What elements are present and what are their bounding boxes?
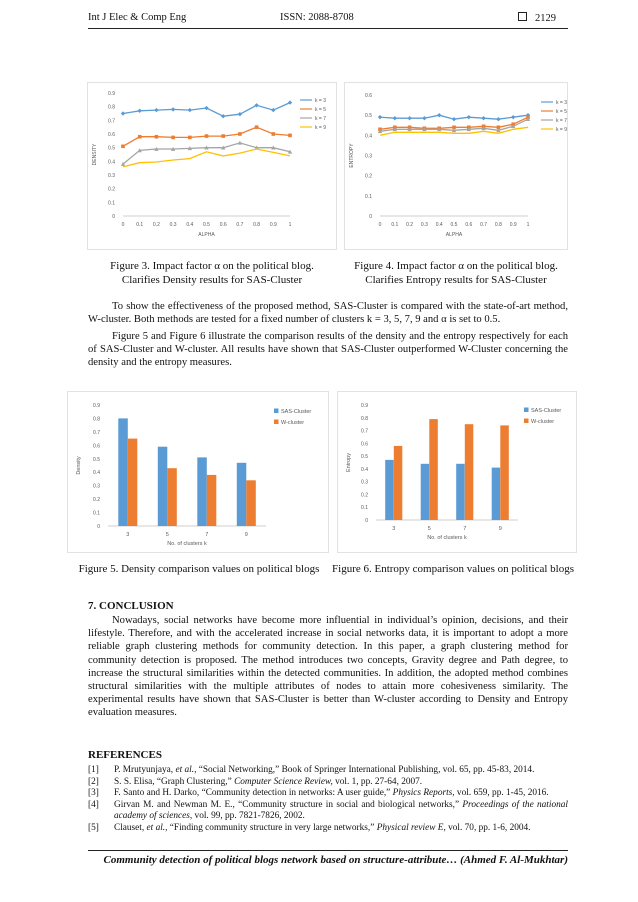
reference-item xyxy=(88,765,568,777)
bar-sas-cluster xyxy=(158,447,168,526)
data-point xyxy=(138,109,142,113)
entropy-line-chart xyxy=(345,83,567,249)
y-tick-label: 0.3 xyxy=(365,153,372,160)
bar-sas-cluster xyxy=(237,463,247,526)
data-point xyxy=(121,111,125,115)
y-axis-title: Entropy xyxy=(346,453,352,472)
x-tick-label: 7 xyxy=(463,526,467,532)
x-tick-label: 0.6 xyxy=(219,222,227,228)
data-point xyxy=(272,132,276,136)
figure-6-chart xyxy=(338,392,576,552)
x-tick-label: 3 xyxy=(392,526,396,532)
y-tick-label: 0.4 xyxy=(93,470,100,477)
legend-label: W-cluster xyxy=(281,420,305,426)
y-tick-label: 0.3 xyxy=(93,483,100,490)
reference-number: [2] xyxy=(88,776,99,787)
bar-sas-cluster xyxy=(118,418,128,526)
data-point xyxy=(378,115,382,119)
data-point xyxy=(288,100,292,104)
reference-text: Clauset, et al., “Finding community structure in very large networks,” Physical review E, vol. 70, pp. 1-6, 2004. xyxy=(114,822,531,833)
legend-label: SAS-Cluster xyxy=(531,408,562,414)
legend-label: k = 5 xyxy=(315,107,326,113)
y-axis-title: DENSITY xyxy=(92,143,98,166)
x-tick-label: 0.8 xyxy=(494,222,502,228)
data-point xyxy=(511,115,515,119)
paragraph-comparison: To show the effectiveness of the proposed method, SAS-Cluster is compared with the state-of-art method, W-cluster. Both methods are tested for a fixed number of clusters k = 3, 5, 7, 9 and α is set to 0.5. xyxy=(88,301,568,326)
series-line-k9 xyxy=(123,149,290,167)
x-tick-label: 1 xyxy=(288,222,292,228)
x-tick-label: 3 xyxy=(126,532,130,538)
y-tick-label: 0.8 xyxy=(361,415,368,422)
y-tick-label: 0.8 xyxy=(93,416,100,423)
references-heading: REFERENCES xyxy=(88,749,162,761)
data-point xyxy=(437,113,441,117)
y-tick-label: 0.9 xyxy=(108,91,115,97)
entropy-bar-chart xyxy=(338,392,576,552)
running-footer: Community detection of political blogs network based on structure-attribute… (Ahmed F. Al-Mukhtar) xyxy=(103,854,568,866)
reference-item xyxy=(88,777,568,789)
bar-sas-cluster xyxy=(197,457,207,526)
legend-swatch xyxy=(524,419,529,424)
y-tick-label: 0.8 xyxy=(108,104,115,111)
x-tick-label: 0.5 xyxy=(450,222,458,228)
y-tick-label: 0.2 xyxy=(361,492,368,499)
y-tick-label: 0 xyxy=(112,214,115,220)
paragraph-results: Figure 5 and Figure 6 illustrate the comparison results of the density and the entropy respectively for each of SAS-Cluster and W-cluster. All results have shown that SAS-Cluster outperformed W-Cluster concerning the density and the entropy measures. xyxy=(88,331,568,369)
figure-4-caption-line1: Figure 4. Impact factor α on the political blog. xyxy=(354,260,558,272)
page-number: 2129 xyxy=(535,13,556,24)
y-tick-label: 0.2 xyxy=(365,173,372,180)
figure-3-caption-line1: Figure 3. Impact factor α on the political blog. xyxy=(110,260,314,272)
y-tick-label: 0.5 xyxy=(93,456,100,463)
x-tick-label: 0 xyxy=(378,222,382,228)
page-number-group xyxy=(518,12,556,24)
bar-sas-cluster xyxy=(456,464,465,520)
y-axis-title: Density xyxy=(76,456,82,475)
legend-label: k = 5 xyxy=(556,109,567,115)
data-point xyxy=(154,108,158,112)
y-tick-label: 0.4 xyxy=(108,159,115,166)
bar-w-cluster xyxy=(465,424,474,520)
reference-item xyxy=(88,788,568,800)
y-tick-label: 0.2 xyxy=(93,497,100,504)
reference-number: [3] xyxy=(88,788,99,799)
x-tick-label: 0.7 xyxy=(480,222,488,228)
data-point xyxy=(271,108,275,112)
y-tick-label: 0.1 xyxy=(361,505,368,512)
reference-number: [1] xyxy=(88,765,99,775)
y-tick-label: 0.7 xyxy=(108,118,115,125)
legend-swatch xyxy=(274,409,279,414)
x-tick-label: 0.3 xyxy=(169,222,177,228)
data-point xyxy=(138,135,142,139)
reference-number: [4] xyxy=(88,799,99,810)
bar-w-cluster xyxy=(394,446,403,520)
x-tick-label: 5 xyxy=(165,532,169,538)
conclusion-heading: 7. CONCLUSION xyxy=(88,600,174,612)
reference-item xyxy=(88,823,568,835)
legend-swatch xyxy=(524,408,529,413)
reference-item xyxy=(88,800,568,823)
y-tick-label: 0.2 xyxy=(108,186,115,193)
figure-3-caption-line2: Clarifies Density results for SAS-Cluster xyxy=(121,274,303,286)
x-tick-label: 0.4 xyxy=(186,222,194,228)
reference-text: Girvan M. and Newman M. E., “Community structure in social and biological networks,” Proceedings of the national academy of sciences, vol. 99, pp. 7821-7826, 2002. xyxy=(114,799,568,822)
x-tick-label: 5 xyxy=(427,526,431,532)
bar-w-cluster xyxy=(429,419,438,520)
legend-label: k = 7 xyxy=(315,116,326,122)
x-axis-title: No. of clusters k xyxy=(167,541,207,547)
x-axis-title: ALPHA xyxy=(445,232,463,238)
x-tick-label: 0.1 xyxy=(391,222,399,228)
figure-4-chart xyxy=(345,83,567,249)
reference-list xyxy=(88,765,568,835)
density-line-chart xyxy=(88,83,336,249)
figure-5-caption: Figure 5. Density comparison values on political blogs xyxy=(78,563,320,575)
x-tick-label: 1 xyxy=(526,222,530,228)
y-tick-label: 0.1 xyxy=(108,200,115,207)
data-point xyxy=(481,116,485,120)
y-tick-label: 0.6 xyxy=(108,132,115,138)
x-tick-label: 9 xyxy=(498,526,502,532)
bar-sas-cluster xyxy=(385,460,394,520)
legend-label: k = 9 xyxy=(556,127,567,133)
y-tick-label: 0.6 xyxy=(361,441,368,448)
legend-label: k = 9 xyxy=(315,125,326,131)
data-point xyxy=(422,116,426,120)
data-point xyxy=(155,135,159,139)
data-point xyxy=(255,125,259,129)
bar-w-cluster xyxy=(207,475,217,526)
data-point xyxy=(221,114,225,118)
data-point xyxy=(204,106,208,110)
journal-name: Int J Elec & Comp Eng xyxy=(88,12,187,23)
square-bullet-icon xyxy=(518,12,527,21)
y-tick-label: 0.4 xyxy=(365,133,372,140)
y-tick-label: 0.7 xyxy=(93,429,100,436)
reference-text: S. S. Elisa, “Graph Clustering,” Computer Science Review, vol. 1, pp. 27-64, 2007. xyxy=(114,776,423,787)
x-tick-label: 9 xyxy=(244,532,248,538)
data-point xyxy=(171,136,175,140)
y-tick-label: 0 xyxy=(369,214,372,220)
figure-5-chart xyxy=(68,392,328,552)
data-point xyxy=(407,116,411,120)
x-tick-label: 0.2 xyxy=(152,222,160,228)
footer-rule xyxy=(88,850,568,851)
conclusion-text: Nowadays, social networks have become more influential in individual’s opinion, decisions, and their lifestyle. Therefore, and with the accelerated increase in social networks data, it is important to adopt a more reliable graph clustering methods for community detection. In this paper, a graph clustering method for community detection is proposed. The method introduces two concepts, Gravity degree and Path degree, to increase the structural similarities within the detected communities. In addition, the adopted method combines structural similarities with the multiple attributes of nodes to attain more cohesiveness similarity. The experimental results have shown that SAS-Cluster is better than W-cluster according to Density and Entropy evaluation measures. xyxy=(88,615,568,719)
legend-swatch xyxy=(274,420,279,425)
y-tick-label: 0.9 xyxy=(361,403,368,409)
legend-label: k = 3 xyxy=(315,98,326,104)
y-tick-label: 0 xyxy=(97,524,100,530)
x-tick-label: 7 xyxy=(205,532,209,538)
x-tick-label: 0.4 xyxy=(435,222,443,228)
y-tick-label: 0.5 xyxy=(365,113,372,120)
bar-sas-cluster xyxy=(492,468,501,520)
data-point xyxy=(393,116,397,120)
figure-4-caption-line2: Clarifies Entropy results for SAS-Cluster xyxy=(365,274,547,286)
reference-number: [5] xyxy=(88,822,99,833)
data-point xyxy=(238,132,242,136)
figure-6-caption: Figure 6. Entropy comparison values on political blogs xyxy=(332,563,574,575)
y-tick-label: 0.4 xyxy=(361,466,368,473)
bar-w-cluster xyxy=(246,480,256,526)
x-tick-label: 0.9 xyxy=(509,222,517,228)
y-tick-label: 0.9 xyxy=(93,403,100,409)
data-point xyxy=(467,115,471,119)
data-point xyxy=(221,134,225,138)
y-tick-label: 0.5 xyxy=(361,454,368,461)
legend-label: W-cluster xyxy=(531,419,555,425)
legend-label: k = 7 xyxy=(556,118,567,124)
reference-text: P. Mrutyunjaya, et al., “Social Networking,” Book of Springer International Publishing, vol. 65, pp. 45-83, 2014. xyxy=(114,765,535,775)
y-tick-label: 0.6 xyxy=(93,443,100,450)
reference-text: F. Santo and H. Darko, “Community detection in networks: A user guide,” Physics Reports, vol. 659, pp. 1-45, 2016. xyxy=(114,788,549,799)
bar-sas-cluster xyxy=(421,464,430,520)
issn: ISSN: 2088-8708 xyxy=(280,12,354,23)
y-tick-label: 0 xyxy=(365,518,368,524)
y-tick-label: 0.7 xyxy=(361,428,368,435)
figure-3-caption xyxy=(88,259,336,287)
bar-w-cluster xyxy=(128,439,138,526)
figure-3-chart xyxy=(88,83,336,249)
data-point xyxy=(188,136,192,140)
density-bar-chart xyxy=(68,392,328,552)
bar-w-cluster xyxy=(167,468,177,526)
data-point xyxy=(188,108,192,112)
data-point xyxy=(171,107,175,111)
data-point xyxy=(205,134,209,138)
data-point xyxy=(496,117,500,121)
x-tick-label: 0.5 xyxy=(203,222,210,228)
legend-label: k = 3 xyxy=(556,100,567,106)
y-tick-label: 0.1 xyxy=(365,193,372,200)
x-tick-label: 0.9 xyxy=(269,222,277,228)
x-tick-label: 0.6 xyxy=(465,222,473,228)
data-point xyxy=(452,117,456,121)
y-axis-title: ENTROPY xyxy=(349,143,355,168)
y-tick-label: 0.3 xyxy=(361,479,368,486)
legend-label: SAS-Cluster xyxy=(281,409,312,415)
x-axis-title: No. of clusters k xyxy=(427,535,467,541)
y-tick-label: 0.3 xyxy=(108,173,115,179)
bar-w-cluster xyxy=(500,425,509,520)
figure-4-caption xyxy=(345,259,567,287)
x-tick-label: 0.2 xyxy=(406,222,414,228)
x-axis-title: ALPHA xyxy=(198,232,215,238)
x-tick-label: 0.7 xyxy=(236,222,244,228)
data-point xyxy=(121,145,125,149)
header-rule xyxy=(88,28,568,29)
x-tick-label: 0.8 xyxy=(253,222,261,228)
y-tick-label: 0.6 xyxy=(365,93,372,99)
x-tick-label: 0.3 xyxy=(420,222,428,228)
y-tick-label: 0.1 xyxy=(93,510,100,517)
x-tick-label: 0 xyxy=(121,222,125,228)
data-point xyxy=(288,134,292,138)
y-tick-label: 0.5 xyxy=(108,145,115,152)
x-tick-label: 0.1 xyxy=(136,222,144,228)
